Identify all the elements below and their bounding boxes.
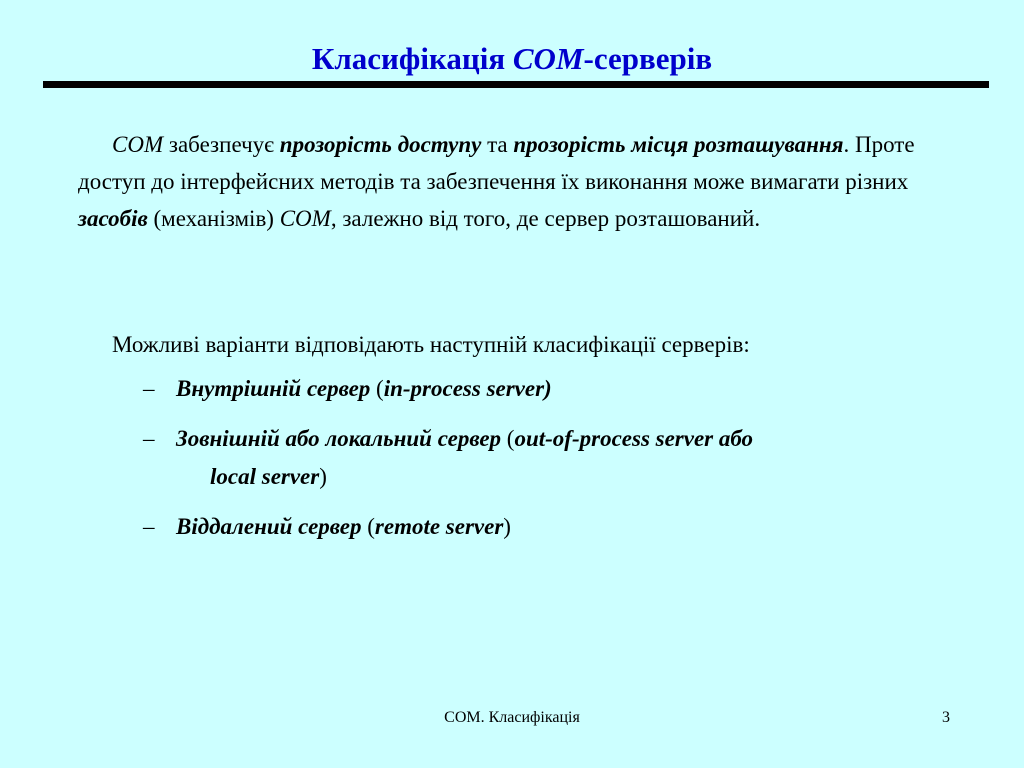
bullet-term: local server — [210, 464, 320, 489]
com-term: COM — [112, 132, 164, 157]
bullet-dash: – — [143, 426, 155, 451]
access-transparency-term: прозорість доступу — [279, 132, 482, 157]
text-run: ( — [501, 426, 515, 451]
text-run: . Проте доступ до інтерфейсних методів та забезпечення їх виконання може вимагати різних — [78, 132, 915, 194]
bullet-name: Зовнішній або локальний сервер — [176, 426, 502, 451]
location-transparency-term: прозорість місця розташування — [513, 132, 844, 157]
text-run: забезпечує — [163, 132, 280, 157]
title-com: COM — [512, 40, 584, 76]
means-term: засобів — [78, 206, 148, 231]
text-run: та — [481, 132, 514, 157]
bullet-dash: – — [143, 514, 155, 539]
title-divider — [43, 81, 989, 88]
page-number: 3 — [942, 709, 950, 726]
bullet-term: in-process server) — [383, 376, 552, 401]
paragraph-com-transparency — [78, 126, 958, 237]
slide-title — [0, 39, 1024, 79]
title-suffix: -серверів — [583, 40, 713, 76]
bullet-name: Віддалений сервер — [176, 514, 362, 539]
text-run: (механізмів) — [147, 206, 280, 231]
text-run: ( — [361, 514, 375, 539]
bullet-out-of-process-server — [143, 420, 753, 496]
bullet-name: Внутрішній сервер — [176, 376, 371, 401]
bullet-dash: – — [143, 376, 155, 401]
slide-body — [78, 126, 958, 357]
text-run: , залежно від того, де сервер розташований. — [330, 206, 761, 231]
bullet-in-process-server — [143, 370, 552, 408]
paragraph-classification-intro: Можливі варіанти відповідають наступній класифікації серверів: — [112, 332, 750, 357]
text-run: ) — [503, 514, 511, 539]
bullet-remote-server — [143, 508, 511, 546]
title-prefix: Класифікація — [311, 40, 513, 76]
text-run: ( — [370, 376, 384, 401]
bullet-term: out-of-process server або — [514, 426, 754, 451]
com-term: COM — [279, 206, 331, 231]
bullet-continuation — [143, 458, 753, 496]
text-run: ) — [319, 464, 327, 489]
bullet-term: remote server — [374, 514, 504, 539]
footer-label: COM. Класифікація — [444, 709, 580, 726]
